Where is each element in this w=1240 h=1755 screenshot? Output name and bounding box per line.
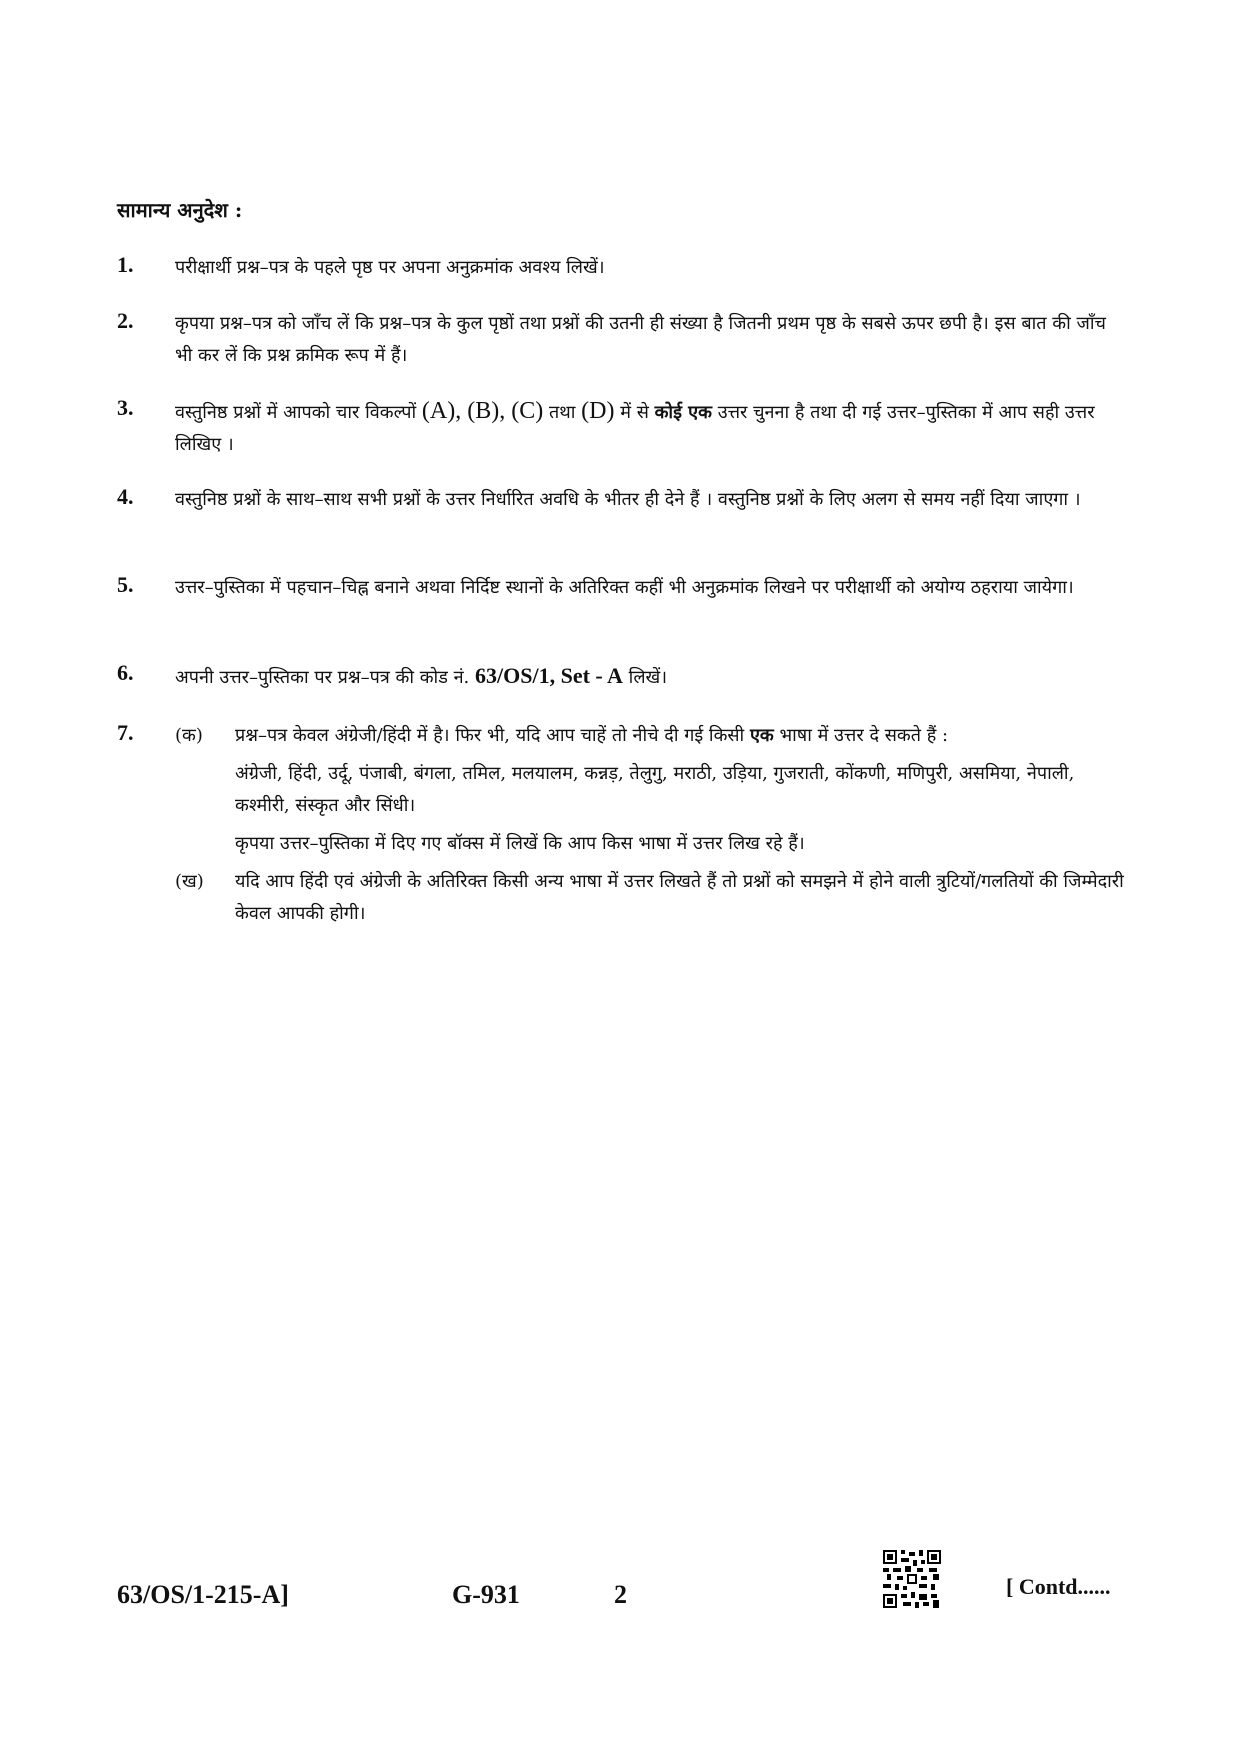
qr-code-icon xyxy=(883,1550,941,1608)
language-note: कृपया उत्तर–पुस्तिका में दिए गए बॉक्स में लिखें कि आप किस भाषा में उत्तर लिख रहे हैं। xyxy=(235,833,805,854)
sub-item-label: (ख) xyxy=(175,871,204,892)
item-number: 2. xyxy=(117,308,134,333)
text-part: उत्तर चुनना है तथा दी गई उत्तर–पुस्तिका में आप सही उत्तर लिखिए । xyxy=(175,402,1095,455)
text-part: वस्तुनिष्ठ प्रश्नों में आपको चार विकल्पों xyxy=(175,402,417,423)
sub-item-text: यदि आप हिंदी एवं अंग्रेजी के अतिरिक्त किसी अन्य भाषा में उत्तर लिखते हैं तो प्रश्नों को समझने में होने वाली त्रुटियों/गलतियों की जिम्मेदारी केवल आपकी होगी। xyxy=(235,871,1124,924)
sub-item-label: (क) xyxy=(175,725,203,746)
footer-series: G-931 xyxy=(452,1580,520,1609)
text-part: अपनी उत्तर–पुस्तिका पर प्रश्न–पत्र की कोड नं. xyxy=(175,667,470,688)
emphasis-text: एक xyxy=(749,725,774,746)
item-text xyxy=(175,660,1127,694)
options-abc: (A), (B), (C) xyxy=(421,398,544,424)
option-d: (D) xyxy=(581,398,615,424)
item-number: 4. xyxy=(117,484,134,509)
item-text xyxy=(175,395,1127,461)
item-text: कृपया प्रश्न–पत्र को जाँच लें कि प्रश्न–पत्र के कुल पृष्ठों तथा प्रश्नों की उतनी ही संख्या है जितनी प्रथम पृष्ठ के सबसे ऊपर छपी है। इस बात की जाँच भी कर लें कि प्रश्न क्रमिक रूप में हैं। xyxy=(175,313,1106,366)
item-number: 7. xyxy=(117,720,134,745)
text-part: में से xyxy=(620,402,649,423)
footer-paper-code: 63/OS/1-215-A] xyxy=(117,1580,289,1609)
item-text: उत्तर–पुस्तिका में पहचान–चिह्न बनाने अथवा निर्दिष्ट स्थानों के अतिरिक्त कहीं भी अनुक्रमांक लिखने पर परीक्षार्थी को अयोग्य ठहराया जायेगा। xyxy=(175,577,1074,598)
text-part: प्रश्न–पत्र केवल अंग्रेजी/हिंदी में है। फिर भी, यदि आप चाहें तो नीचे दी गई किसी xyxy=(235,725,745,746)
item-text: परीक्षार्थी प्रश्न–पत्र के पहले पृष्ठ पर अपना अनुक्रमांक अवश्य लिखें। xyxy=(175,257,605,278)
item-number: 6. xyxy=(117,660,134,685)
text-part: लिखें। xyxy=(628,667,668,688)
item-text: वस्तुनिष्ठ प्रश्नों के साथ–साथ सभी प्रश्नों के उत्तर निर्धारित अवधि के भीतर ही देने हैं । वस्तुनिष्ठ प्रश्नों के लिए अलग से समय नहीं दिया जाएगा । xyxy=(175,489,1081,510)
emphasis-text: कोई एक xyxy=(654,402,712,423)
item-number: 1. xyxy=(117,252,134,277)
text-part: तथा xyxy=(548,402,576,423)
continued-label: [ Contd...... xyxy=(1006,1574,1111,1599)
item-number: 3. xyxy=(117,395,134,420)
page-heading: सामान्य अनुदेश : xyxy=(117,198,243,222)
item-number: 5. xyxy=(117,572,134,597)
text-part: भाषा में उत्तर दे सकते हैं : xyxy=(779,725,949,746)
page-number: 2 xyxy=(614,1580,627,1609)
sub-item-text xyxy=(235,720,1127,752)
language-list: अंग्रेजी, हिंदी, उर्दू, पंजाबी, बंगला, तमिल, मलयालम, कन्नड़, तेलुगु, मराठी, उड़िया, गुजराती, कोंकणी, मणिपुरी, असमिया, नेपाली, कश्मीरी, संस्कृत और सिंधी। xyxy=(235,763,1075,816)
paper-code: 63/OS/1, Set - A xyxy=(475,663,623,688)
